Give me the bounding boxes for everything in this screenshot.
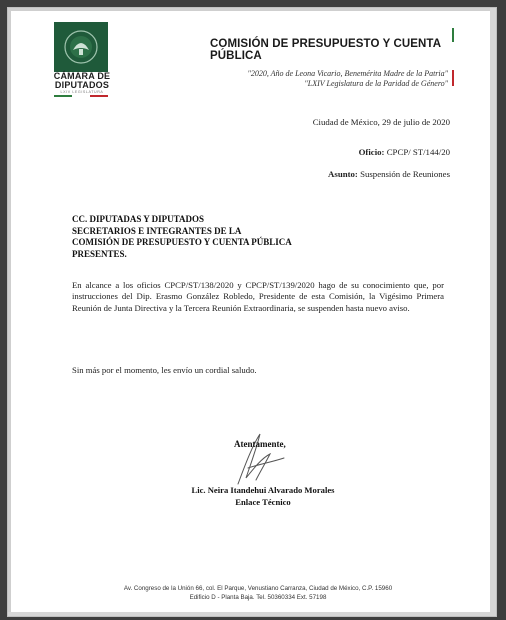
footer-line-2: Edificio D - Planta Baja. Tel. 50360334 Ext. 57198 [189,594,327,601]
address-footer [78,584,438,602]
body-paragraph: En alcance a los oficios CPCP/ST/138/2020 y CPCP/ST/139/2020 hago de su conocimiento que, por instrucciones del Dip. Erasmo González Robledo, Presidente de esta Comisión, la Vigésimo Primera Reunión de Junta Directiva y la Tercera Reunión Extraordinaria, se suspenden hasta nuevo aviso. [72,280,444,313]
motto-line-2: "LXIV Legislatura de la Paridad de Género" [304,79,448,88]
office-value: CPCP/ ST/144/20 [386,147,450,157]
subject-line [328,169,450,179]
salutation: Atentamente, [234,439,286,449]
subject-label: Asunto: [328,169,358,179]
logo-legislature: LXIV LEGISLATURA [60,90,104,94]
motto-line-1: "2020, Año de Leona Vicario, Benemérita Madre de la Patria" [247,69,448,78]
addressee-block [72,214,292,260]
addressee-line-1: CC. DIPUTADAS Y DIPUTADOS [72,214,205,224]
handwritten-signature [226,428,296,490]
red-accent-mark [452,70,454,86]
addressee-line-4: PRESENTES. [72,248,127,259]
office-label: Oficio: [358,147,385,157]
office-reference [359,147,450,157]
closing-line: Sin más por el momento, les envío un cordial saludo. [72,365,257,375]
committee-title: COMISIÓN DE PRESUPUESTO Y CUENTA PÚBLICA [210,38,441,62]
chamber-logo-emblem [54,22,108,72]
eagle-seal-icon [54,22,108,72]
document-date: Ciudad de México, 29 de julio de 2020 [312,117,450,127]
addressee-line-2: SECRETARIOS E INTEGRANTES DE LA [72,225,242,236]
signer-name: Lic. Neira Itandehui Alvarado Morales [191,485,335,495]
signer-title: Enlace Técnico [235,497,291,507]
logo-name-line2: DIPUTADOS [54,80,110,90]
chamber-logo-name [42,72,122,90]
flag-tricolor-bar [54,95,108,97]
logo-name-line1: CÁMARA DE [53,71,111,81]
footer-line-1: Av. Congreso de la Unión 66, col. El Parque, Venustiano Carranza, Ciudad de México, C.P. 15960 [123,585,393,592]
document-page [8,8,496,616]
signer-block [178,484,348,508]
green-accent-mark [452,28,454,42]
addressee-line-3: COMISIÓN DE PRESUPUESTO Y CUENTA PÚBLICA [72,237,292,247]
subject-value: Suspensión de Reuniones [360,169,450,179]
